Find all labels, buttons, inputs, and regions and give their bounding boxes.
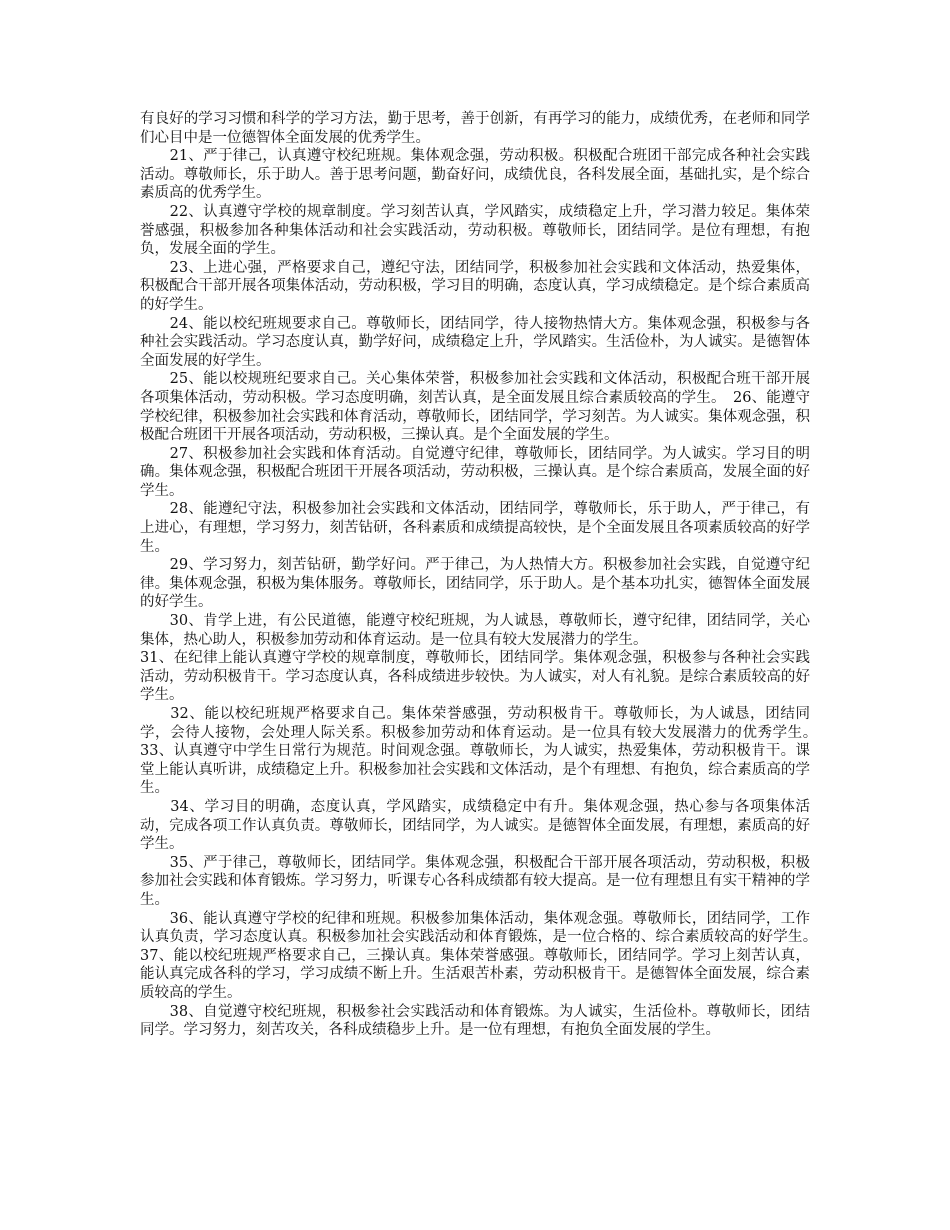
- document-body: [140, 110, 839, 1040]
- paragraph-intro: 有良好的学习习惯和科学的学习方法，勤于思考，善于创新，有再学习的能力，成绩优秀，在老师和同学们心目中是一位德智体全面发展的优秀学生。: [140, 111, 810, 146]
- paragraph-24: 24、能以校纪班规要求自己。尊敬师长，团结同学，待人接物热情大方。集体观念强，积极参与各种社会实践活动。学习态度认真，勤学好问，成绩稳定上升，学风踏实。生活俭朴，为人诚实。是德智体全面发展的好学生。: [140, 315, 810, 369]
- paragraph-25-26: 25、能以校规班纪要求自己。关心集体荣誉，积极参加社会实践和文体活动，积极配合班干部开展各项集体活动，劳动积极。学习态度明确，刻苦认真，是全面发展且综合素质较高的学生。 26、能遵守学校纪律，积极参加社会实践和体育活动，尊敬师长，团结同学，学习刻苦。为人诚实。集体观念强，积极配合班团干开展各项活动，劳动积极，三操认真。是个全面发展的学生。: [140, 371, 810, 444]
- paragraph-35: 35、严于律己，尊敬师长，团结同学。集体观念强，积极配合干部开展各项活动，劳动积极，积极参加社会实践和体育锻炼。学习努力，听课专心各科成绩都有较大提高。是一位有理想且有实干精神的学生。: [140, 854, 810, 908]
- paragraph-38: 38、自觉遵守校纪班规，积极参社会实践活动和体育锻炼。为人诚实，生活俭朴。尊敬师长，团结同学。学习努力，刻苦攻关，各科成绩稳步上升。是一位有理想，有抱负全面发展的学生。: [140, 1003, 810, 1039]
- paragraph-27: 27、积极参加社会实践和体育活动。自觉遵守纪律，尊敬师长，团结同学。为人诚实。学习目的明确。集体观念强，积极配合班团干开展各项活动，劳动积极，三操认真。是个综合素质高，发展全面的好学生。: [140, 445, 810, 499]
- paragraph-23: 23、上进心强，严格要求自己，遵纪守法，团结同学，积极参加社会实践和文体活动，热爱集体，积极配合干部开展各项集体活动，劳动积极，学习目的明确，态度认真，学习成绩稳定。是个综合素质高的好学生。: [140, 259, 810, 313]
- paragraph-31: 31、在纪律上能认真遵守学校的规章制度，尊敬师长，团结同学。集体观念强，积极参与各种社会实践活动，劳动积极肯干。学习态度认真，各科成绩进步较快。为人诚实，对人有礼貌。是综合素质较高的好学生。: [140, 650, 810, 704]
- paragraph-30: 30、肯学上进，有公民道德，能遵守校纪班规，为人诚恳，尊敬师长，遵守纪律，团结同学，关心集体，热心助人，积极参加劳动和体育运动。是一位具有较大发展潜力的学生。: [140, 613, 810, 648]
- paragraph-28: 28、能遵纪守法，积极参加社会实践和文体活动，团结同学，尊敬师长，乐于助人，严于律己，有上进心，有理想，学习努力，刻苦钻研，各科素质和成绩提高较快，是个全面发展且各项素质较高的好学生。: [140, 501, 810, 555]
- paragraph-21: 21、严于律己，认真遵守校纪班规。集体观念强，劳动积极。积极配合班团干部完成各种社会实践活动。尊敬师长，乐于助人。善于思考问题，勤奋好问，成绩优良，各科发展全面，基础扎实，是个综合素质高的优秀学生。: [140, 148, 810, 202]
- paragraph-32-33: 32、能以校纪班规严格要求自己。集体荣誉感强，劳动积极肯干。尊敬师长，为人诚恳，团结同学，会待人接物，会处理人际关系。积极参加劳动和体育运动。是一位具有较大发展潜力的优秀学生。 33、认真遵守中学生日常行为规范。时间观念强。尊敬师长，为人诚实，热爱集体，劳动积极肯干。课堂上能认真听讲，成绩稳定上升。积极参加社会实践和文体活动，是个有理想、有抱负，综合素质高的学生。: [140, 706, 839, 797]
- paragraph-22: 22、认真遵守学校的规章制度。学习刻苦认真，学风踏实，成绩稳定上升，学习潜力较足。集体荣誉感强，积极参加各种集体活动和社会实践活动，劳动积极。尊敬师长，团结同学。是位有理想，有抱负，发展全面的学生。: [140, 203, 810, 258]
- paragraph-36-37: 36、能认真遵守学校的纪律和班规。积极参加集体活动，集体观念强。尊敬师长，团结同学，工作认真负责，学习态度认真。积极参加社会实践活动和体育锻炼，是一位合格的、综合素质较高的好学生。 37、能以校纪班规严格要求自己，三操认真。集体荣誉感强。尊敬师长，团结同学。学习上刻苦认真，能认真完成各科的学习，学习成绩不断上升。生活艰苦朴素，劳动积极肯干。是德智体全面发展，综合素质较高的学生。: [140, 910, 825, 1001]
- paragraph-29: 29、学习努力，刻苦钻研，勤学好问。严于律己，为人热情大方。积极参加社会实践，自觉遵守纪律。集体观念强，积极为集体服务。尊敬师长，团结同学，乐于助人。是个基本功扎实，德智体全面发展的好学生。: [140, 557, 810, 611]
- paragraph-34: 34、学习目的明确，态度认真，学风踏实，成绩稳定中有升。集体观念强，热心参与各项集体活动，完成各项工作认真负责。尊敬师长，团结同学，为人诚实。是德智体全面发展，有理想，素质高的好学生。: [140, 798, 810, 853]
